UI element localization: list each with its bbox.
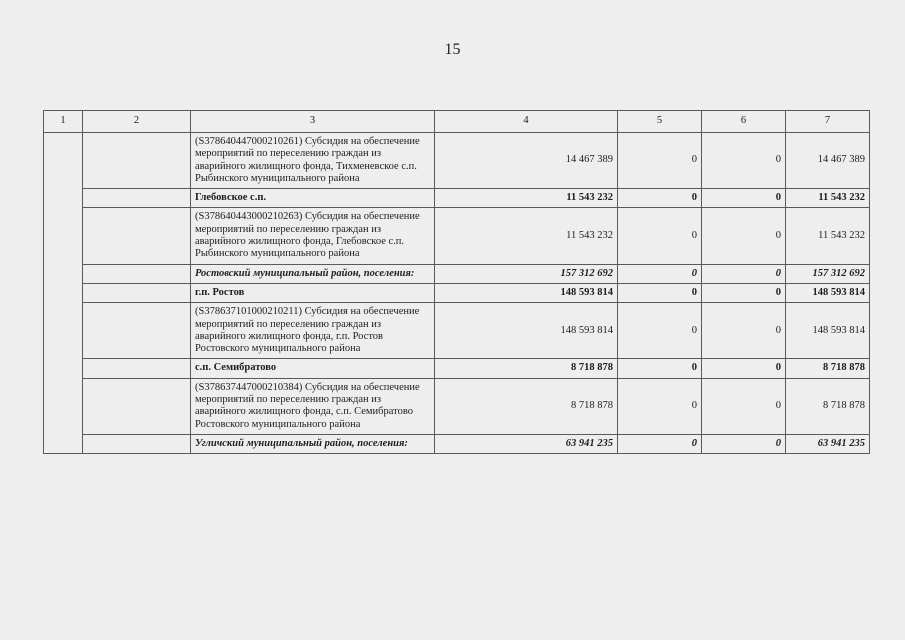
header-cell: 6	[702, 111, 786, 133]
value-col-6: 0	[702, 303, 786, 359]
column-2-cell	[83, 264, 191, 283]
table-row	[44, 133, 870, 189]
value-col-4: 14 467 389	[435, 133, 618, 189]
value-col-5: 0	[618, 189, 702, 208]
table-row	[44, 434, 870, 453]
column-2-cell	[83, 283, 191, 302]
value-col-4: 11 543 232	[435, 189, 618, 208]
column-2-cell	[83, 208, 191, 264]
value-col-7: 11 543 232	[786, 189, 870, 208]
value-col-6: 0	[702, 189, 786, 208]
value-col-4: 8 718 878	[435, 359, 618, 378]
value-col-5: 0	[618, 264, 702, 283]
row-description: (S378640443000210263) Субсидия на обеспечение мероприятий по переселению граждан из аварийного жилищного фонда, Глебовское с.п. Рыбинского муниципального района	[191, 208, 435, 264]
column-2-cell	[83, 133, 191, 189]
column-2-cell	[83, 303, 191, 359]
value-col-5: 0	[618, 208, 702, 264]
value-col-6: 0	[702, 283, 786, 302]
table-row	[44, 208, 870, 264]
header-cell: 1	[44, 111, 83, 133]
value-col-5: 0	[618, 303, 702, 359]
budget-table	[43, 110, 870, 454]
value-col-7: 157 312 692	[786, 264, 870, 283]
row-description: Ростовский муниципальный район, поселения:	[191, 264, 435, 283]
row-description: (S378637447000210384) Субсидия на обеспечение мероприятий по переселению граждан из аварийного жилищного фонда, с.п. Семибратово Ростовского муниципального района	[191, 378, 435, 434]
value-col-6: 0	[702, 264, 786, 283]
value-col-7: 63 941 235	[786, 434, 870, 453]
value-col-4: 11 543 232	[435, 208, 618, 264]
value-col-7: 148 593 814	[786, 283, 870, 302]
column-2-cell	[83, 434, 191, 453]
value-col-6: 0	[702, 434, 786, 453]
value-col-6: 0	[702, 208, 786, 264]
table-row	[44, 303, 870, 359]
header-cell: 2	[83, 111, 191, 133]
value-col-5: 0	[618, 359, 702, 378]
value-col-6: 0	[702, 378, 786, 434]
value-col-4: 63 941 235	[435, 434, 618, 453]
header-cell: 7	[786, 111, 870, 133]
value-col-7: 14 467 389	[786, 133, 870, 189]
value-col-6: 0	[702, 359, 786, 378]
value-col-4: 157 312 692	[435, 264, 618, 283]
column-2-cell	[83, 378, 191, 434]
value-col-7: 11 543 232	[786, 208, 870, 264]
header-cell: 4	[435, 111, 618, 133]
table-row	[44, 378, 870, 434]
page-number: 15	[444, 41, 461, 58]
value-col-7: 8 718 878	[786, 378, 870, 434]
row-description: (S378637101000210211) Субсидия на обеспечение мероприятий по переселению граждан из аварийного жилищного фонда, г.п. Ростов Ростовского муниципального района	[191, 303, 435, 359]
row-description: г.п. Ростов	[191, 283, 435, 302]
table-row	[44, 359, 870, 378]
table-row	[44, 283, 870, 302]
row-description: с.п. Семибратово	[191, 359, 435, 378]
value-col-5: 0	[618, 378, 702, 434]
header-cell: 3	[191, 111, 435, 133]
value-col-4: 148 593 814	[435, 283, 618, 302]
row-description: Глебовское с.п.	[191, 189, 435, 208]
merged-column-1-cell	[44, 133, 83, 454]
value-col-5: 0	[618, 283, 702, 302]
value-col-6: 0	[702, 133, 786, 189]
value-col-4: 148 593 814	[435, 303, 618, 359]
table-header-row	[44, 111, 870, 133]
header-cell: 5	[618, 111, 702, 133]
column-2-cell	[83, 359, 191, 378]
value-col-7: 8 718 878	[786, 359, 870, 378]
value-col-4: 8 718 878	[435, 378, 618, 434]
value-col-5: 0	[618, 133, 702, 189]
table-row	[44, 189, 870, 208]
row-description: (S378640447000210261) Субсидия на обеспечение мероприятий по переселению граждан из аварийного жилищного фонда, Тихменевское с.п. Рыбинского муниципального района	[191, 133, 435, 189]
value-col-7: 148 593 814	[786, 303, 870, 359]
table-row	[44, 264, 870, 283]
row-description: Угличский муниципальный район, поселения:	[191, 434, 435, 453]
value-col-5: 0	[618, 434, 702, 453]
column-2-cell	[83, 189, 191, 208]
